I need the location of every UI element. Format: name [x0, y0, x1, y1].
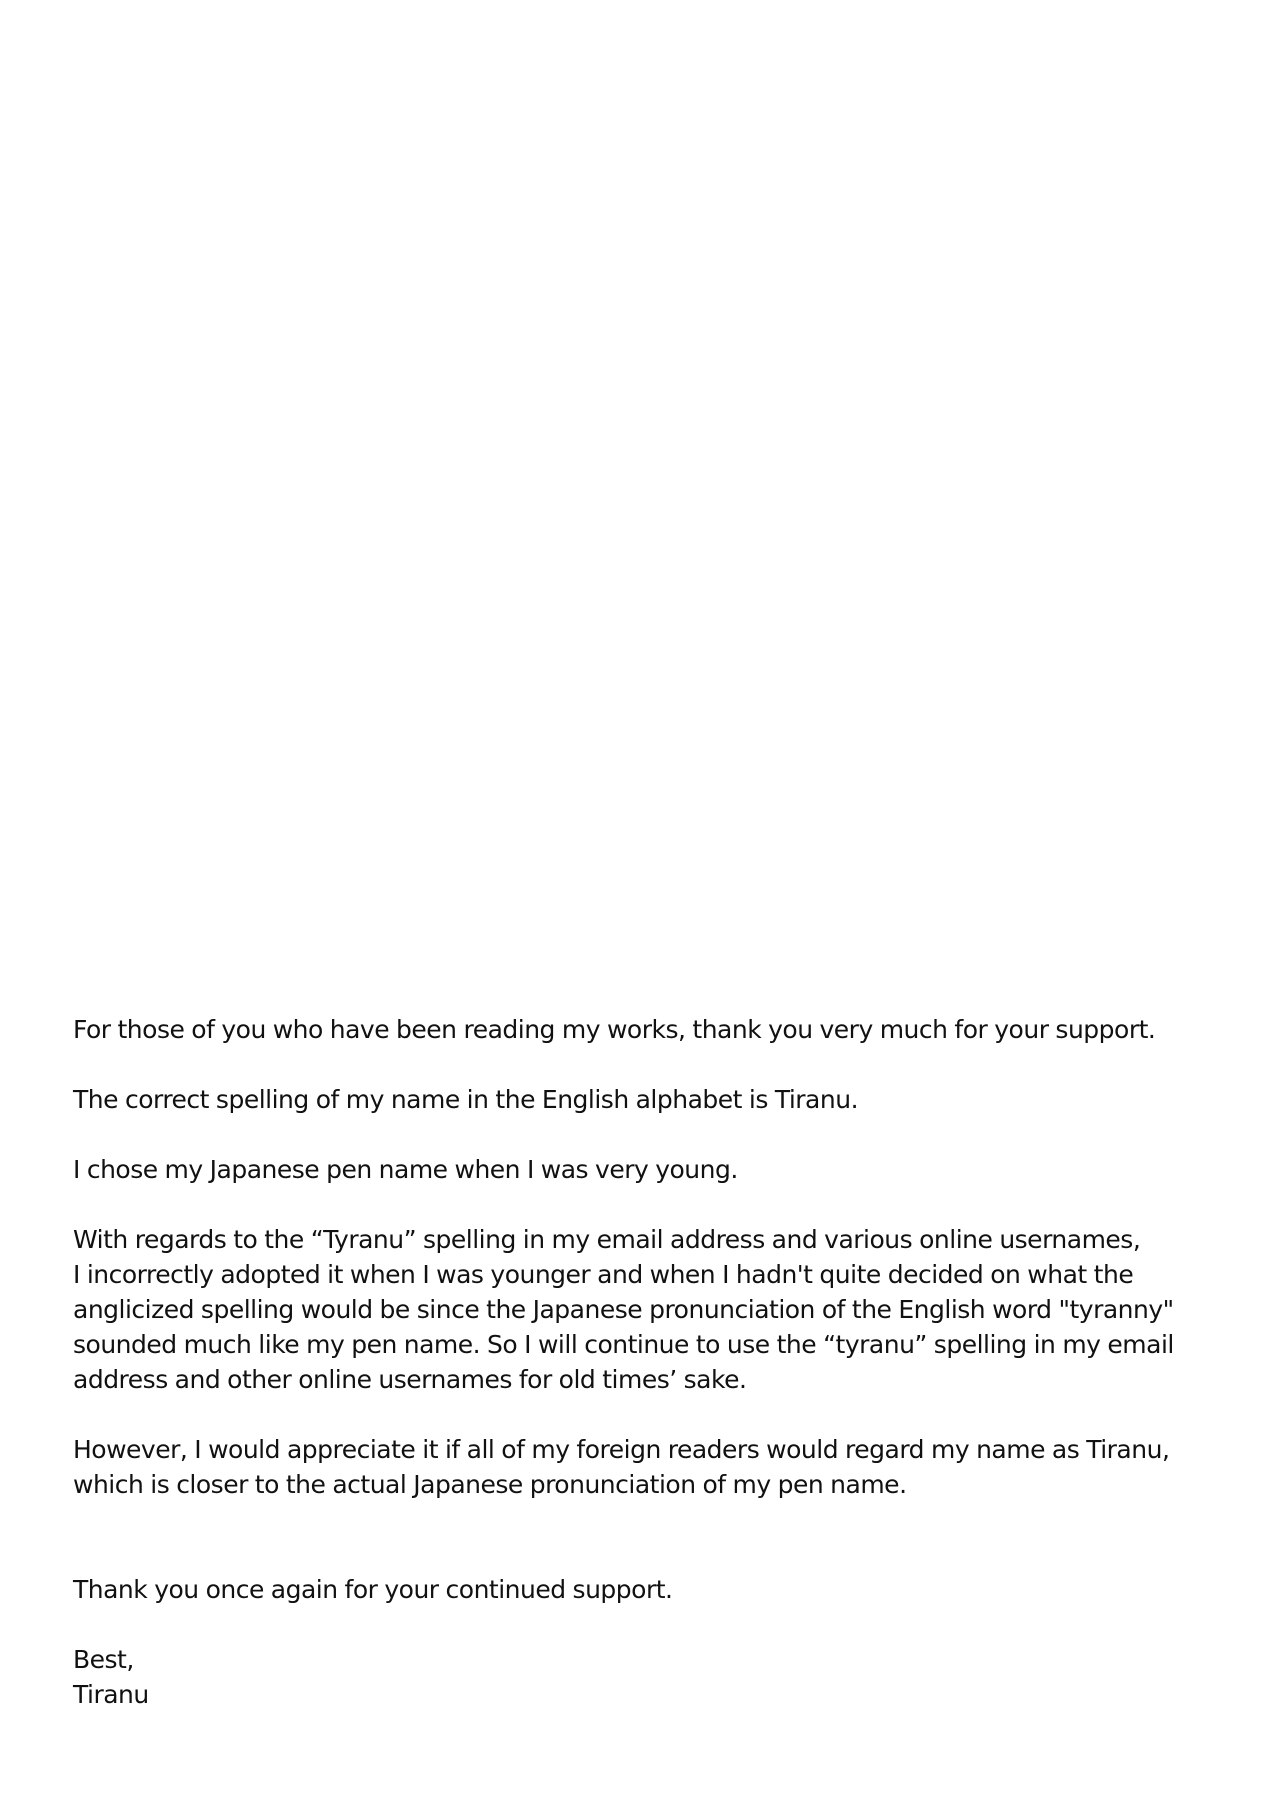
- text-line: Thank you once again for your continued support.: [73, 1575, 673, 1604]
- text-line: The correct spelling of my name in the English alphabet is Tiranu.: [73, 1085, 859, 1114]
- text-line: I chose my Japanese pen name when I was very young.: [73, 1155, 738, 1184]
- paragraph-pen-name: [73, 1152, 1233, 1187]
- paragraph-closing-thanks: [73, 1572, 1233, 1607]
- sign-off: [73, 1642, 1233, 1712]
- paragraph-request: [73, 1432, 1233, 1502]
- paragraph-tyranu-explanation: [73, 1222, 1233, 1397]
- text-line: sounded much like my pen name. So I will continue to use the “tyranu” spelling in my email: [73, 1330, 1174, 1359]
- text-line: However, I would appreciate it if all of my foreign readers would regard my name as Tiranu,: [73, 1435, 1170, 1464]
- text-line: With regards to the “Tyranu” spelling in my email address and various online usernames,: [73, 1225, 1141, 1254]
- signature: Tiranu: [73, 1680, 149, 1709]
- closing-line: Best,: [73, 1645, 134, 1674]
- text-line: address and other online usernames for old times’ sake.: [73, 1365, 747, 1394]
- text-line: anglicized spelling would be since the Japanese pronunciation of the English word "tyranny": [73, 1295, 1174, 1324]
- text-line: For those of you who have been reading my works, thank you very much for your support.: [73, 1015, 1156, 1044]
- text-line: which is closer to the actual Japanese pronunciation of my pen name.: [73, 1470, 907, 1499]
- text-line: I incorrectly adopted it when I was younger and when I hadn't quite decided on what the: [73, 1260, 1134, 1289]
- paragraph-thanks: [73, 1012, 1233, 1047]
- letter-body: [73, 1012, 1233, 1712]
- paragraph-correct-spelling: [73, 1082, 1233, 1117]
